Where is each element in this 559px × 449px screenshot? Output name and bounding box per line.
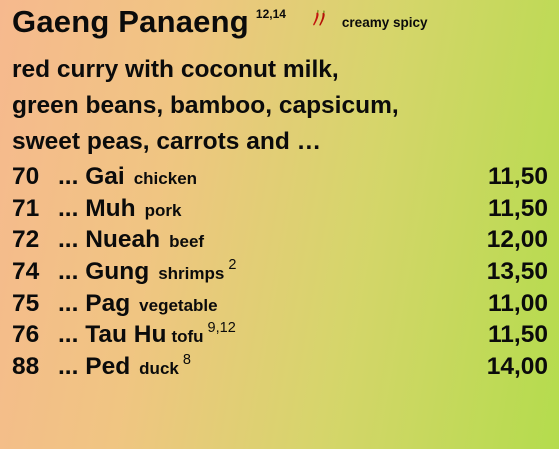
item-name: ... Tau Hu xyxy=(58,321,167,349)
item-number: 71 xyxy=(12,194,40,222)
item-number: 88 xyxy=(12,353,40,381)
item-price: 11,50 xyxy=(488,321,548,349)
item-price: 11,00 xyxy=(488,289,548,317)
item-number: 74 xyxy=(12,258,40,286)
menu-item xyxy=(12,161,548,193)
menu-section xyxy=(12,0,548,383)
item-name: ... Pag xyxy=(58,289,131,317)
item-translation: vegetable xyxy=(139,295,218,315)
dish-allergens: 12,14 xyxy=(255,7,286,21)
item-translation: shrimps xyxy=(158,264,225,284)
item-allergens: 8 xyxy=(182,352,191,369)
menu-item xyxy=(12,256,548,288)
item-translation: pork xyxy=(144,200,182,220)
menu-item xyxy=(12,319,548,351)
item-name: ... Nueah xyxy=(58,226,161,254)
item-translation: chicken xyxy=(133,169,198,188)
menu-item xyxy=(12,193,548,225)
item-price: 13,50 xyxy=(486,258,548,286)
description-line: sweet peas, carrots and … xyxy=(12,128,322,155)
chili-peppers-icon xyxy=(310,8,330,28)
description-line: green beans, bamboo, capsicum, xyxy=(12,92,399,119)
item-translation: beef xyxy=(169,232,205,252)
menu-item xyxy=(12,224,548,256)
item-number: 72 xyxy=(12,226,40,254)
description-line: red curry with coconut milk, xyxy=(12,56,339,83)
item-price: 14,00 xyxy=(486,353,548,381)
dish-header xyxy=(12,0,548,50)
menu-items-list xyxy=(12,161,548,383)
item-allergens: 9,12 xyxy=(207,320,236,337)
item-price: 11,50 xyxy=(488,194,548,222)
item-number: 76 xyxy=(12,321,40,349)
item-translation: tofu xyxy=(171,327,204,347)
menu-item xyxy=(12,351,548,383)
menu-item xyxy=(12,288,548,320)
item-number: 75 xyxy=(12,289,40,317)
dish-title: Gaeng Panaeng xyxy=(12,4,249,39)
item-name: ... Ped xyxy=(58,353,131,381)
item-name: ... Gai xyxy=(58,163,125,190)
chili-peppers-graphic xyxy=(310,8,330,28)
dish-tagline: creamy spicy xyxy=(341,15,428,30)
item-translation: duck xyxy=(139,359,179,379)
item-price: 12,00 xyxy=(486,226,548,254)
item-name: ... Muh xyxy=(58,194,136,222)
item-name: ... Gung xyxy=(58,258,150,286)
item-number: 70 xyxy=(12,163,40,190)
item-allergens: 2 xyxy=(228,257,237,274)
item-price: 11,50 xyxy=(488,163,548,190)
